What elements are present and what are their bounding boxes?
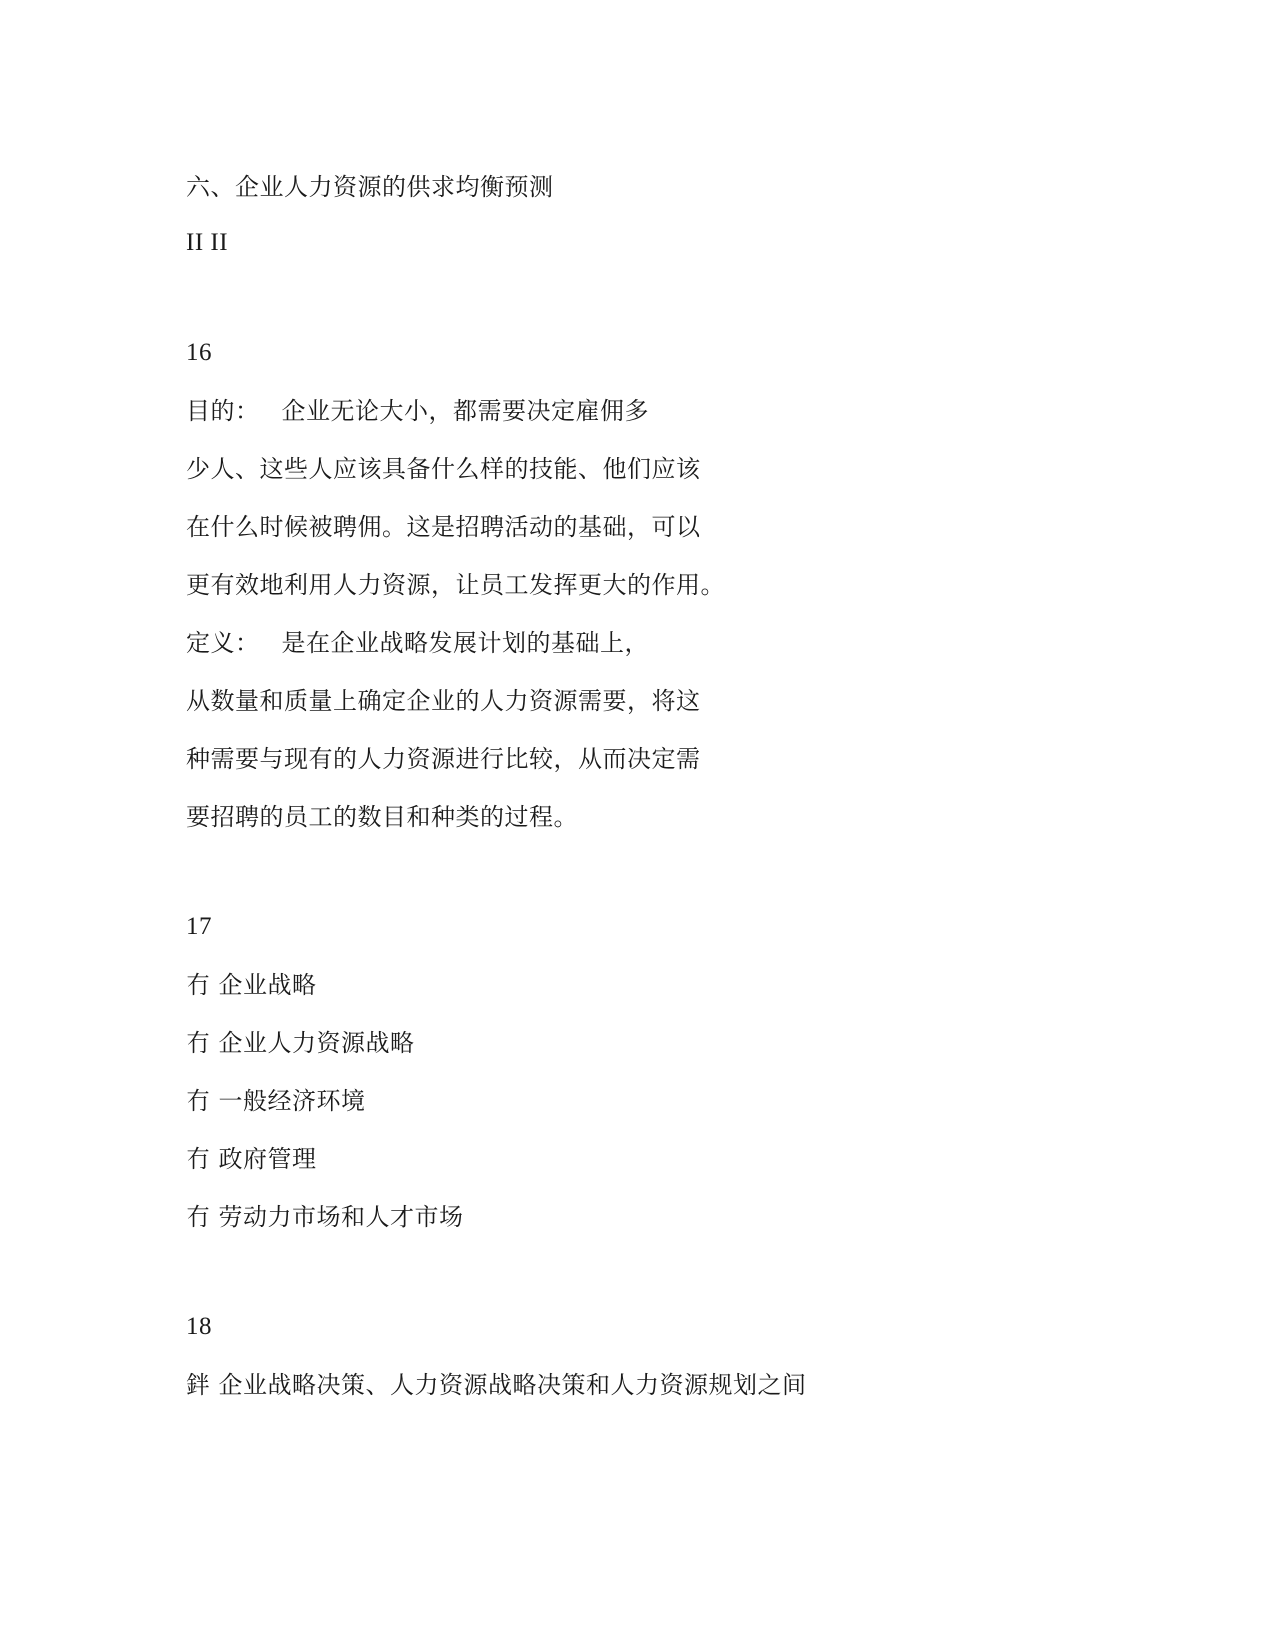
list-item-text: 企业人力资源战略 xyxy=(218,1029,415,1057)
purpose-line-1 xyxy=(186,396,649,426)
definition-line-4: 要招聘的员工的数目和种类的过程。 xyxy=(186,803,578,831)
list-item xyxy=(186,970,317,1000)
list-item xyxy=(186,1086,366,1116)
definition-line-3: 种需要与现有的人力资源进行比较，从而决定需 xyxy=(186,745,701,773)
purpose-label: 目的： xyxy=(186,397,260,425)
slide-number-16: 16 xyxy=(186,339,212,366)
bullet-glyph: 冇 xyxy=(186,1203,211,1231)
section18-text: 企业战略决策、人力资源战略决策和人力资源规划之间 xyxy=(218,1371,807,1399)
bullet-glyph: 冇 xyxy=(186,1029,211,1057)
roman-marker: II II xyxy=(186,229,229,256)
bullet-glyph: 鉡 xyxy=(186,1371,211,1399)
purpose-text: 企业无论大小，都需要决定雇佣多 xyxy=(281,397,649,425)
list-item-text: 劳动力市场和人才市场 xyxy=(218,1203,464,1231)
definition-line-2: 从数量和质量上确定企业的人力资源需要，将这 xyxy=(186,687,701,715)
definition-label: 定义： xyxy=(186,629,260,657)
definition-line-1 xyxy=(186,628,649,658)
list-item-text: 企业战略 xyxy=(218,971,317,999)
slide-number-18: 18 xyxy=(186,1313,212,1340)
bullet-glyph: 冇 xyxy=(186,971,211,999)
list-item-text: 一般经济环境 xyxy=(218,1087,366,1115)
list-item xyxy=(186,1028,415,1058)
bullet-glyph: 冇 xyxy=(186,1145,211,1173)
slide-number-17: 17 xyxy=(186,913,212,940)
bullet-glyph: 冇 xyxy=(186,1087,211,1115)
list-item-text: 政府管理 xyxy=(218,1145,317,1173)
list-item xyxy=(186,1144,317,1174)
section18-line xyxy=(186,1370,807,1400)
purpose-line-3: 在什么时候被聘佣。这是招聘活动的基础，可以 xyxy=(186,513,701,541)
purpose-line-4: 更有效地利用人力资源，让员工发挥更大的作用。 xyxy=(186,571,725,599)
purpose-line-2: 少人、这些人应该具备什么样的技能、他们应该 xyxy=(186,455,701,483)
definition-text: 是在企业战略发展计划的基础上， xyxy=(281,629,649,657)
list-item xyxy=(186,1202,464,1232)
section-heading: 六、企业人力资源的供求均衡预测 xyxy=(186,173,554,201)
